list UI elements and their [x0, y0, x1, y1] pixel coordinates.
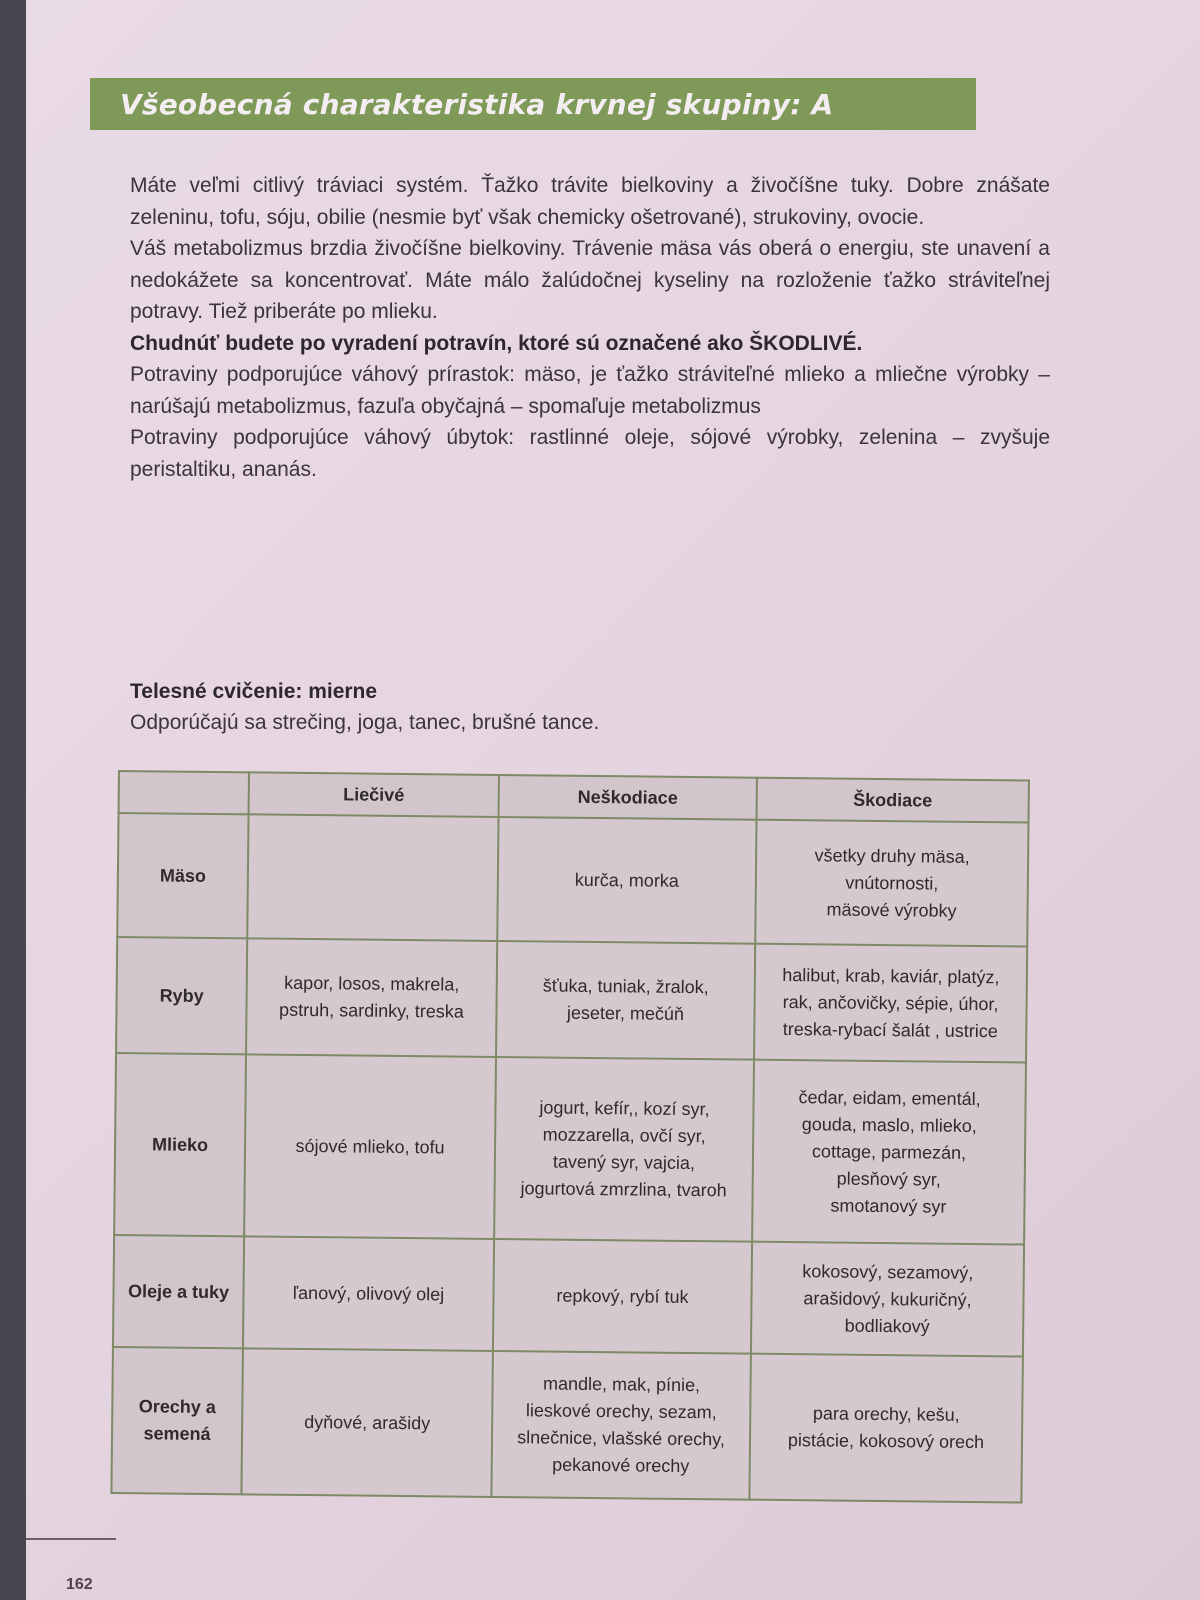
cell-line: kokosový, sezamový,: [802, 1260, 974, 1283]
cell-line: pekanové orechy: [552, 1454, 690, 1477]
cell-line: arašidový, kukuričný,: [803, 1287, 972, 1310]
cell-skodiace: [749, 1354, 1023, 1503]
row-category: Mäso: [117, 813, 248, 938]
cell-neskodiace: [494, 1057, 754, 1242]
section-heading: Všeobecná charakteristika krvnej skupiny: A: [120, 87, 834, 121]
cell-line: bodliakový: [844, 1315, 930, 1337]
cell-line: tavený syr, vajcia,: [552, 1151, 696, 1174]
cell-skodiace: [752, 1060, 1026, 1245]
exercise-heading: Telesné cvičenie: mierne: [130, 680, 378, 703]
table-body: [111, 813, 1028, 1502]
cell-line: mandle, mak, pínie,: [542, 1373, 701, 1396]
cell-line: ľanový, olivový olej: [292, 1282, 445, 1304]
cell-line: treska-rybací šalát , ustrice: [782, 1018, 998, 1041]
cell-line: repkový, rybí tuk: [556, 1285, 689, 1307]
cell-skodiace: [754, 944, 1027, 1063]
cell-liecive: [241, 1348, 493, 1497]
cell-liecive: [247, 814, 498, 941]
cell-line: jogurt, kefír,, kozí syr,: [539, 1097, 710, 1120]
cell-line: slnečnice, vlašské orechy,: [517, 1427, 726, 1450]
header-category: [119, 771, 249, 814]
row-category: Oleje a tuky: [113, 1235, 244, 1348]
cell-skodiace: [755, 820, 1028, 947]
cell-neskodiace: [497, 817, 756, 944]
cell-liecive: [246, 938, 497, 1057]
exercise-text: Odporúčajú sa strečing, joga, tanec, brušné tance.: [130, 711, 600, 734]
cell-line: pstruh, sardinky, treska: [279, 999, 464, 1022]
body-text: [130, 170, 1050, 485]
header-healing: Liečivé: [249, 772, 499, 817]
cell-line: šťuka, tuniak, žralok,: [542, 975, 709, 998]
exercise-section: [130, 676, 1050, 738]
food-table: [110, 770, 1030, 1504]
paragraph-weight-gain-foods: Potraviny podporujúce váhový prírastok: mäso, je ťažko stráviteľné mlieko a mliečne výrobky – narúšajú metabolizmus, fazuľa obyčajná – spomaľuje metabolizmus: [130, 363, 1050, 418]
paragraph-weight-loss-note: Chudnúť budete po vyradení potravín, ktoré sú označené ako ŠKODLIVÉ.: [130, 331, 863, 355]
cell-line: jeseter, mečúň: [566, 1002, 685, 1024]
table-row: [114, 1053, 1026, 1245]
section-heading-bar: [90, 78, 976, 130]
cell-line: čedar, eidam, ementál,: [798, 1086, 981, 1109]
cell-liecive: [244, 1054, 496, 1239]
header-harmful: Škodiace: [757, 778, 1029, 823]
cell-line: rak, ančovičky, sépie, úhor,: [782, 991, 999, 1014]
cell-liecive: [243, 1236, 494, 1351]
cell-line: jogurtová zmrzlina, tvaroh: [520, 1178, 727, 1201]
table-row: [116, 937, 1027, 1063]
cell-line: cottage, parmezán,: [811, 1140, 967, 1163]
paragraph-digestion: Máte veľmi citlivý tráviaci systém. Ťažko trávite bielkoviny a živočíšne tuky. Dobre znášate zeleninu, tofu, sóju, obilie (nesmie byť však chemicky ošetrované), strukoviny, ovocie.: [130, 174, 1050, 229]
cell-line: halibut, krab, kaviár, platýz,: [782, 964, 1000, 987]
book-page: [26, 0, 1200, 1600]
cell-line: lieskové orechy, sezam,: [525, 1400, 717, 1423]
cell-line: mäsové výrobky: [826, 898, 957, 921]
cell-line: vnútornosti,: [845, 872, 939, 894]
header-harmless: Neškodiace: [499, 775, 757, 820]
paragraph-metabolism: Váš metabolizmus brzdia živočíšne bielkoviny. Trávenie mäsa vás oberá o energiu, ste unavení a nedokážete sa koncentrovať. Máte málo žalúdočnej kyseliny na rozloženie ťažko stráviteľnej potravy. Tiež priberáte po mlieku.: [130, 237, 1050, 323]
page-number: 162: [66, 1576, 93, 1593]
row-category: Orechy a semená: [111, 1347, 243, 1494]
cell-line: sójové mlieko, tofu: [295, 1135, 445, 1157]
paragraph-weight-loss-foods: Potraviny podporujúce váhový úbytok: rastlinné oleje, sójové výrobky, zelenina – zvyšuje peristaltiku, ananás.: [130, 426, 1050, 481]
cell-line: gouda, maslo, mlieko,: [801, 1113, 977, 1136]
cell-line: pistácie, kokosový orech: [787, 1430, 985, 1453]
table-row: [111, 1347, 1022, 1503]
cell-line: dyňové, arašidy: [304, 1411, 431, 1433]
row-category: Mlieko: [114, 1053, 246, 1236]
cell-line: plesňový syr,: [836, 1168, 941, 1190]
cell-line: kapor, losos, makrela,: [284, 972, 460, 995]
cell-neskodiace: [493, 1239, 752, 1354]
cell-neskodiace: [491, 1351, 751, 1500]
footer-rule: [26, 1538, 116, 1540]
cell-neskodiace: [496, 941, 755, 1060]
cell-line: kurča, morka: [574, 869, 679, 891]
cell-line: mozzarella, ovčí syr,: [542, 1124, 706, 1147]
row-category: Ryby: [116, 937, 247, 1054]
table-row: [113, 1235, 1024, 1357]
cell-skodiace: [751, 1242, 1024, 1357]
cell-line: para orechy, kešu,: [812, 1403, 960, 1425]
table-row: [117, 813, 1028, 947]
cell-line: všetky druhy mäsa,: [814, 844, 970, 867]
cell-line: smotanový syr: [830, 1194, 947, 1217]
